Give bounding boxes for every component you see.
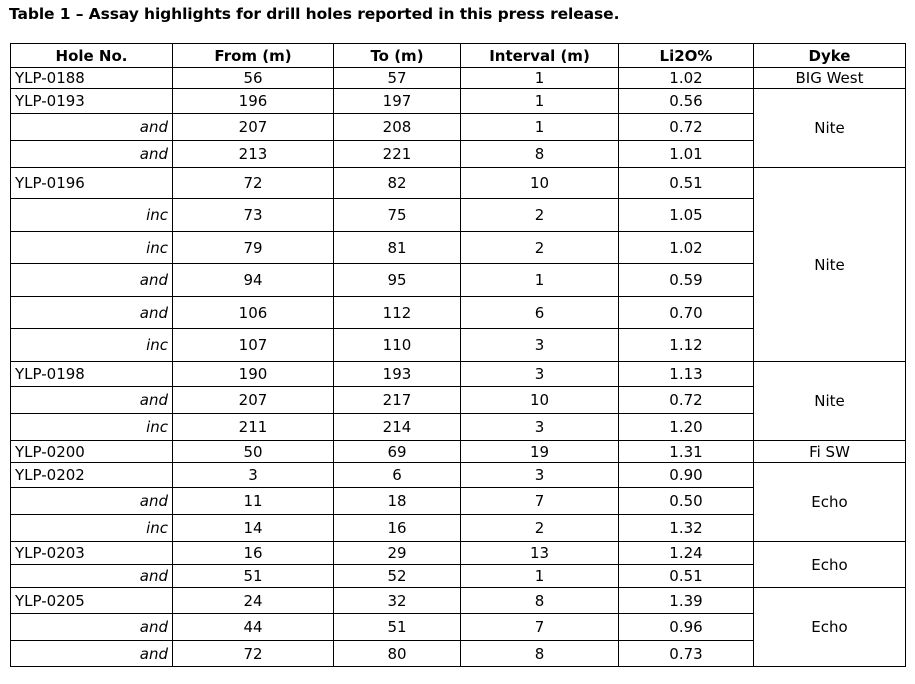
cell-from: 56 — [173, 68, 334, 89]
cell-interval: 3 — [461, 329, 619, 362]
cell-from: 207 — [173, 114, 334, 141]
cell-li2o: 1.12 — [619, 329, 754, 362]
cell-hole: and — [11, 297, 173, 329]
cell-hole: YLP-0203 — [11, 542, 173, 565]
assay-table — [10, 43, 906, 667]
cell-li2o: 1.31 — [619, 441, 754, 463]
cell-li2o: 0.70 — [619, 297, 754, 329]
cell-hole: inc — [11, 232, 173, 264]
cell-from: 207 — [173, 387, 334, 414]
header-from: From (m) — [173, 44, 334, 68]
cell-interval: 1 — [461, 114, 619, 141]
cell-hole: YLP-0200 — [11, 441, 173, 463]
cell-to: 16 — [334, 515, 461, 542]
cell-to: 217 — [334, 387, 461, 414]
cell-li2o: 0.90 — [619, 463, 754, 488]
cell-from: 50 — [173, 441, 334, 463]
cell-li2o: 1.32 — [619, 515, 754, 542]
cell-to: 193 — [334, 362, 461, 387]
cell-hole: inc — [11, 414, 173, 441]
cell-hole: YLP-0196 — [11, 168, 173, 199]
cell-hole: and — [11, 488, 173, 515]
cell-to: 197 — [334, 89, 461, 114]
cell-hole: and — [11, 565, 173, 588]
cell-interval: 8 — [461, 588, 619, 614]
cell-li2o: 0.72 — [619, 387, 754, 414]
cell-interval: 6 — [461, 297, 619, 329]
cell-to: 52 — [334, 565, 461, 588]
cell-from: 106 — [173, 297, 334, 329]
cell-to: 69 — [334, 441, 461, 463]
cell-dyke: Fi SW — [754, 441, 906, 463]
cell-to: 82 — [334, 168, 461, 199]
cell-hole: YLP-0205 — [11, 588, 173, 614]
cell-hole: YLP-0188 — [11, 68, 173, 89]
cell-hole: and — [11, 614, 173, 641]
cell-li2o: 1.02 — [619, 68, 754, 89]
header-dyke: Dyke — [754, 44, 906, 68]
cell-interval: 3 — [461, 463, 619, 488]
cell-to: 208 — [334, 114, 461, 141]
cell-li2o: 1.13 — [619, 362, 754, 387]
cell-dyke: Nite — [754, 89, 906, 168]
table-row — [11, 68, 906, 89]
table-row — [11, 588, 906, 614]
cell-dyke: Nite — [754, 362, 906, 441]
cell-interval: 7 — [461, 488, 619, 515]
header-hole-no: Hole No. — [11, 44, 173, 68]
cell-interval: 13 — [461, 542, 619, 565]
cell-li2o: 1.02 — [619, 232, 754, 264]
cell-from: 107 — [173, 329, 334, 362]
cell-hole: YLP-0198 — [11, 362, 173, 387]
cell-from: 24 — [173, 588, 334, 614]
cell-from: 72 — [173, 168, 334, 199]
cell-interval: 2 — [461, 199, 619, 232]
cell-to: 32 — [334, 588, 461, 614]
header-interval: Interval (m) — [461, 44, 619, 68]
cell-hole: YLP-0193 — [11, 89, 173, 114]
cell-from: 190 — [173, 362, 334, 387]
cell-to: 221 — [334, 141, 461, 168]
cell-interval: 10 — [461, 168, 619, 199]
cell-interval: 3 — [461, 414, 619, 441]
cell-to: 75 — [334, 199, 461, 232]
cell-to: 51 — [334, 614, 461, 641]
cell-interval: 3 — [461, 362, 619, 387]
cell-from: 11 — [173, 488, 334, 515]
cell-li2o: 0.50 — [619, 488, 754, 515]
header-li2o: Li2O% — [619, 44, 754, 68]
cell-interval: 1 — [461, 68, 619, 89]
table-row — [11, 89, 906, 114]
table-row — [11, 441, 906, 463]
table-title: Table 1 – Assay highlights for drill holes reported in this press release. — [9, 5, 620, 23]
cell-hole: YLP-0202 — [11, 463, 173, 488]
table-row — [11, 542, 906, 565]
cell-hole: and — [11, 264, 173, 297]
cell-li2o: 0.56 — [619, 89, 754, 114]
cell-dyke: Echo — [754, 463, 906, 542]
cell-to: 57 — [334, 68, 461, 89]
cell-dyke: Echo — [754, 542, 906, 588]
cell-interval: 8 — [461, 641, 619, 667]
cell-to: 6 — [334, 463, 461, 488]
cell-to: 29 — [334, 542, 461, 565]
table-row — [11, 463, 906, 488]
cell-to: 112 — [334, 297, 461, 329]
header-to: To (m) — [334, 44, 461, 68]
cell-hole: inc — [11, 329, 173, 362]
cell-li2o: 1.24 — [619, 542, 754, 565]
cell-hole: inc — [11, 515, 173, 542]
cell-from: 16 — [173, 542, 334, 565]
cell-interval: 2 — [461, 232, 619, 264]
cell-interval: 7 — [461, 614, 619, 641]
cell-from: 79 — [173, 232, 334, 264]
cell-interval: 1 — [461, 565, 619, 588]
cell-li2o: 1.20 — [619, 414, 754, 441]
cell-from: 44 — [173, 614, 334, 641]
cell-li2o: 1.39 — [619, 588, 754, 614]
cell-hole: and — [11, 114, 173, 141]
cell-interval: 19 — [461, 441, 619, 463]
table-row — [11, 362, 906, 387]
cell-from: 51 — [173, 565, 334, 588]
cell-from: 196 — [173, 89, 334, 114]
cell-hole: and — [11, 141, 173, 168]
cell-li2o: 0.96 — [619, 614, 754, 641]
table-row — [11, 168, 906, 199]
cell-from: 14 — [173, 515, 334, 542]
cell-dyke: Echo — [754, 588, 906, 667]
cell-from: 72 — [173, 641, 334, 667]
header-row — [11, 44, 906, 68]
cell-from: 73 — [173, 199, 334, 232]
cell-interval: 10 — [461, 387, 619, 414]
cell-li2o: 0.72 — [619, 114, 754, 141]
cell-li2o: 1.05 — [619, 199, 754, 232]
cell-li2o: 0.51 — [619, 168, 754, 199]
cell-hole: and — [11, 641, 173, 667]
cell-from: 3 — [173, 463, 334, 488]
cell-li2o: 1.01 — [619, 141, 754, 168]
cell-from: 213 — [173, 141, 334, 168]
cell-li2o: 0.73 — [619, 641, 754, 667]
cell-interval: 2 — [461, 515, 619, 542]
cell-from: 211 — [173, 414, 334, 441]
cell-hole: inc — [11, 199, 173, 232]
cell-to: 95 — [334, 264, 461, 297]
cell-from: 94 — [173, 264, 334, 297]
cell-interval: 8 — [461, 141, 619, 168]
cell-li2o: 0.59 — [619, 264, 754, 297]
cell-to: 18 — [334, 488, 461, 515]
cell-to: 80 — [334, 641, 461, 667]
cell-hole: and — [11, 387, 173, 414]
cell-li2o: 0.51 — [619, 565, 754, 588]
cell-to: 81 — [334, 232, 461, 264]
cell-dyke: BIG West — [754, 68, 906, 89]
cell-dyke: Nite — [754, 168, 906, 362]
cell-to: 214 — [334, 414, 461, 441]
cell-interval: 1 — [461, 89, 619, 114]
cell-interval: 1 — [461, 264, 619, 297]
cell-to: 110 — [334, 329, 461, 362]
